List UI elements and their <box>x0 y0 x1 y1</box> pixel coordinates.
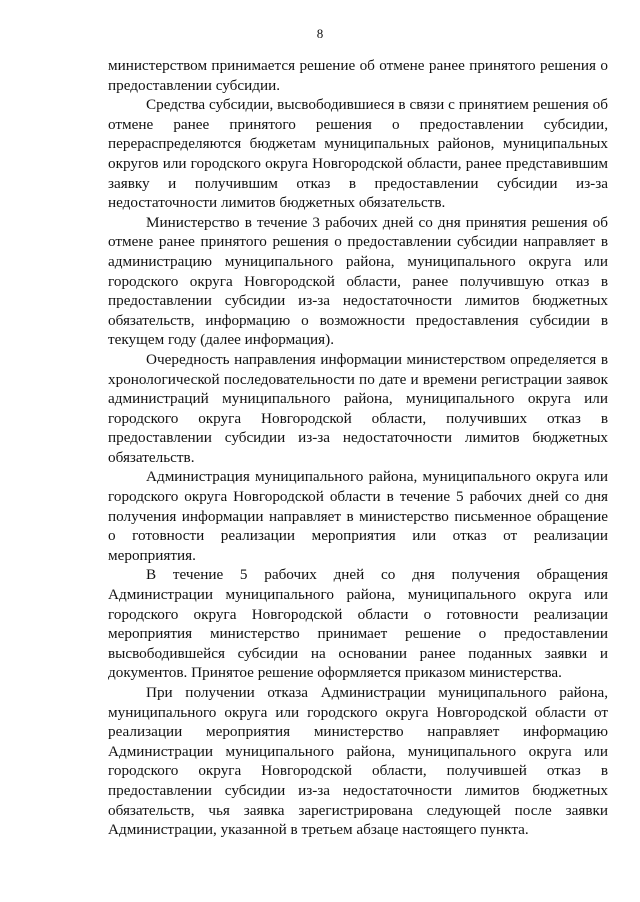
paragraph-refusal-handling: При получении отказа Администрации муниципального района, муниципального округа или городского округа Новгородской области от реализации мероприятия министерство направляет информацию Администрации муниципального района, муниципального округа или городского округа Новгородской области, получившей отказ в предоставлении субсидии из-за недостаточности лимитов бюджетных обязательств, чья заявка зарегистрирована следующей после заявки Администрации, указанной в третьем абзаце настоящего пункта. <box>108 684 608 839</box>
paragraph-administration-response: Администрация муниципального района, муниципального округа или городского округа Новгородской области в течение 5 рабочих дней со дня получения информации направляет в министерство письменное обращение о готовности реализации мероприятия или отказ от реализации мероприятия. <box>108 468 608 564</box>
paragraph-continuation: министерством принимается решение об отмене ранее принятого решения о предоставлении субсидии. <box>108 57 608 94</box>
paragraph-ministry-decision: В течение 5 рабочих дней со дня получения обращения Администрации муниципального района, муниципального округа или городского округа Новгородской области о готовности реализации мероприятия министерство принимает решение о предоставлении высвободившейся субсидии на основании ранее поданных заявки и документов. Принятое решение оформляется приказом министерства. <box>108 566 608 682</box>
paragraph-ministry-notification: Министерство в течение 3 рабочих дней со дня принятия решения об отмене ранее принятого решения о предоставлении субсидии направляет в администрацию муниципального района, муниципального округа или городского округа Новгородской области, ранее получившую отказ в предоставлении субсидии из-за недостаточности лимитов бюджетных обязательств, информацию о возможности предоставления субсидии в текущем году (далее информация). <box>108 213 608 349</box>
page-number: 8 <box>316 26 324 41</box>
document-body <box>108 56 608 840</box>
paragraph-subsidy-redistribution: Средства субсидии, высвободившиеся в связи с принятием решения об отмене ранее принятого решения о предоставлении субсидии, перераспределяются бюджетам муниципальных районов, муниципальных округов или городского округа Новгородской области, ранее представившим заявку и получившим отказ в предоставлении субсидии из-за недостаточности лимитов бюджетных обязательств. <box>108 96 608 212</box>
paragraph-notification-order: Очередность направления информации министерством определяется в хронологической последовательности по дате и времени регистрации заявок администраций муниципального района, муниципального округа или городского округа Новгородской области, получивших отказ в предоставлении субсидии из-за недостаточности лимитов бюджетных обязательств. <box>108 350 608 466</box>
